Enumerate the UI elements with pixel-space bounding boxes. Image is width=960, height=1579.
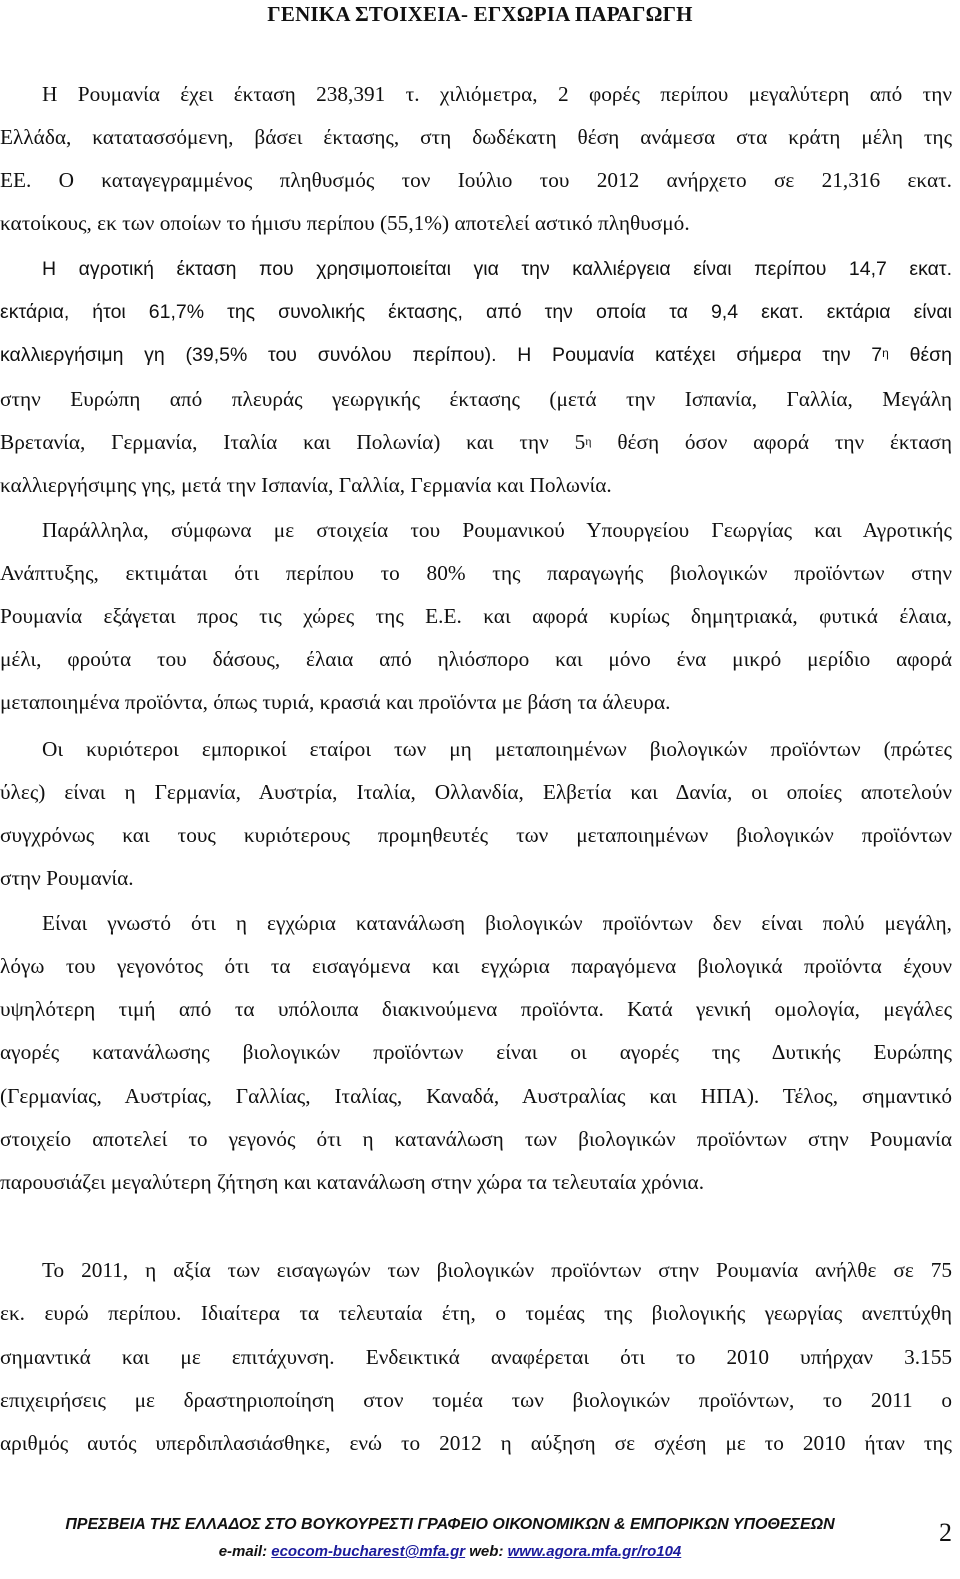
body-line-part: θέση όσον αφορά την έκταση <box>617 430 952 454</box>
body-line: παρουσιάζει μεγαλύτερη ζήτηση και κατανάλωση στην χώρα τα τελευταία χρόνια. <box>0 1170 705 1194</box>
body-line: εκτάρια, ήτοι 61,7% της συνολικής έκτασης, από την οποία τα 9,4 εκατ. εκτάρια είναι <box>0 301 952 323</box>
body-line: στην Ευρώπη από πλευράς γεωργικής έκτασης (μετά την Ισπανία, Γαλλία, Μεγάλη <box>0 387 952 411</box>
body-line: αγορές κατανάλωσης βιολογικών προϊόντων είναι οι αγορές της Δυτικής Ευρώπης <box>0 1040 952 1064</box>
body-line: Ελλάδα, κατατασσόμενη, βάσει έκτασης, στη δωδέκατη θέση ανάμεσα στα κράτη μέλη της <box>0 125 952 149</box>
body-line: Ρουμανία εξάγεται προς τις χώρες της Ε.Ε. και αφορά κυρίως δημητριακά, φυτικά έλαια, <box>0 604 952 628</box>
body-line: κατοίκους, εκ των οποίων το ήμισυ περίπου (55,1%) αποτελεί αστικό πληθυσμό. <box>0 211 690 235</box>
body-line: λόγω του γεγονότος ότι τα εισαγόμενα και εγχώρια παραγόμενα βιολογικά προϊόντα έχουν <box>0 954 952 978</box>
body-line-part: Βρετανία, Γερμανία, Ιταλία και Πολωνία) και την 5 <box>0 430 586 454</box>
body-line: στην Ρουμανία. <box>0 866 134 890</box>
page-number: 2 <box>939 1518 952 1547</box>
body-line: Το 2011, η αξία των εισαγωγών των βιολογικών προϊόντων στην Ρουμανία ανήλθε σε 75 <box>42 1258 952 1282</box>
body-line: ύλες) είναι η Γερμανία, Αυστρία, Ιταλία, Ολλανδία, Ελβετία και Δανία, οι οποίες αποτελούν <box>0 780 952 804</box>
footer-embassy-name: ΠΡΕΣΒΕΙΑ ΤΗΣ ΕΛΛΑΔΟΣ ΣΤΟ ΒΟΥΚΟΥΡΕΣΤΙ ΓΡΑΦΕΙΟ ΟΙΚΟΝΟΜΙΚΩΝ & ΕΜΠΟΡΙΚΩΝ ΥΠΟΘΕΣΕΩΝ <box>65 1516 835 1533</box>
body-line: σημαντικά και με επιτάχυνση. Ενδεικτικά αναφέρεται ότι το 2010 υπήρχαν 3.155 <box>0 1345 952 1369</box>
email-label: e-mail: <box>218 1543 268 1560</box>
body-line: Παράλληλα, σύμφωνα με στοιχεία του Ρουμανικού Υπουργείου Γεωργίας και Αγροτικής <box>42 518 952 542</box>
body-line: συγχρόνως και τους κυριότερους προμηθευτές των μεταποιημένων βιολογικών προϊόντων <box>0 823 952 847</box>
body-line: εκ. ευρώ περίπου. Ιδιαίτερα τα τελευταία έτη, ο τομέας της βιολογικής γεωργίας ανεπτύχθη <box>0 1301 952 1325</box>
ordinal-superscript: η <box>585 434 592 448</box>
body-line: (Γερμανίας, Αυστρίας, Γαλλίας, Ιταλίας, Καναδά, Αυστραλίας και ΗΠΑ). Τέλος, σημαντικό <box>0 1084 952 1108</box>
web-link[interactable]: www.agora.mfa.gr/ro104 <box>507 1543 682 1560</box>
body-line: Ανάπτυξης, εκτιμάται ότι περίπου το 80% της παραγωγής βιολογικών προϊόντων στην <box>0 561 952 585</box>
body-line: Η αγροτική έκταση που χρησιμοποιείται για την καλλιέργεια είναι περίπου 14,7 εκατ. <box>42 258 952 280</box>
body-line: υψηλότερη τιμή από τα υπόλοιπα διακινούμενα προϊόντα. Κατά γενική ομολογία, μεγάλες <box>0 997 952 1021</box>
body-line-with-superscript <box>0 342 952 368</box>
page-header-title: ΓΕΝΙΚΑ ΣΤΟΙΧΕΙΑ- ΕΓΧΩΡΙΑ ΠΑΡΑΓΩΓΗ <box>267 2 693 26</box>
body-line: αριθμός αυτός υπερδιπλασιάσθηκε, ενώ το 2012 η αύξηση σε σχέση με το 2010 ήταν της <box>0 1431 952 1455</box>
ordinal-superscript: η <box>882 346 889 360</box>
body-line: Είναι γνωστό ότι η εγχώρια κατανάλωση βιολογικών προϊόντων δεν είναι πολύ μεγάλη, <box>42 911 952 935</box>
body-line: καλλιεργήσιμης γης, μετά την Ισπανία, Γαλλία, Γερμανία και Πολωνία. <box>0 473 612 497</box>
body-line-part: καλλιεργήσιμη γη (39,5% του συνόλου περίπου). Η Ρουμανία κατέχει σήμερα την 7 <box>0 344 883 366</box>
email-link[interactable]: ecocom-bucharest@mfa.gr <box>271 1543 466 1560</box>
body-line: Η Ρουμανία έχει έκταση 238,391 τ. χιλιόμετρα, 2 φορές περίπου μεγαλύτερη από την <box>42 82 952 106</box>
body-line-with-superscript <box>0 429 952 455</box>
body-line: μεταποιημένα προϊόντα, όπως τυριά, κρασιά και προϊόντα με βάση τα άλευρα. <box>0 690 671 714</box>
body-line: μέλι, φρούτα του δάσους, έλαια από ηλιόσπορο και μόνο ένα μικρό μερίδιο αφορά <box>0 647 952 671</box>
body-line: ΕΕ. Ο καταγεγραμμένος πληθυσμός τον Ιούλιο του 2012 ανήρχετο σε 21,316 εκατ. <box>0 168 952 192</box>
body-line: επιχειρήσεις με δραστηριοποίηση στον τομέα των βιολογικών προϊόντων, το 2011 ο <box>0 1388 952 1412</box>
footer-contact <box>0 1543 900 1560</box>
body-line: στοιχείο αποτελεί το γεγονός ότι η κατανάλωση των βιολογικών προϊόντων στην Ρουμανία <box>0 1127 952 1151</box>
body-line: Οι κυριότεροι εμπορικοί εταίροι των μη μεταποιημένων βιολογικών προϊόντων (πρώτες <box>42 737 952 761</box>
web-label: web: <box>469 1543 504 1560</box>
body-line-part: θέση <box>909 344 953 366</box>
